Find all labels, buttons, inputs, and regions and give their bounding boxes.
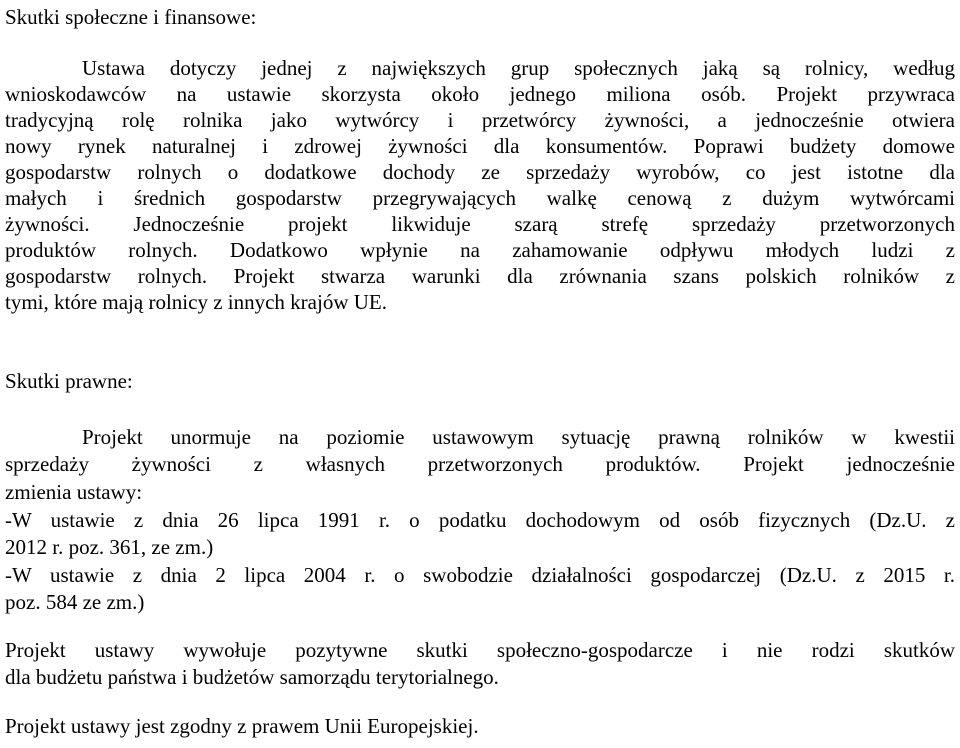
amendment-line: -W ustawie z dnia 26 lipca 1991 r. o podatku dochodowym od osób fizycznych (Dz.U. z: [5, 508, 955, 532]
paragraph-line: gospodarstw rolnych. Projekt stwarza warunki dla zrównania szans polskich rolników z: [5, 264, 955, 288]
paragraph-line: sprzedaży żywności z własnych przetworzonych produktów. Projekt jednocześnie: [5, 452, 955, 476]
paragraph-line: wnioskodawców na ustawie skorzysta około jednego miliona osób. Projekt przywraca: [5, 82, 955, 106]
amendment-line: -W ustawie z dnia 2 lipca 2004 r. o swobodzie działalności gospodarczej (Dz.U. z 2015 r.: [5, 563, 955, 587]
paragraph-line: tradycyjną rolę rolnika jako wytwórcy i przetwórcy żywności, a jednocześnie otwiera: [5, 108, 955, 132]
paragraph-line: Projekt ustawy wywołuje pozytywne skutki społeczno-gospodarcze i nie rodzi skutków: [5, 638, 955, 662]
paragraph-line: dla budżetu państwa i budżetów samorządu terytorialnego.: [5, 665, 499, 689]
paragraph-line: Projekt unormuje na poziomie ustawowym sytuację prawną rolników w kwestii: [82, 425, 955, 449]
paragraph-line: małych i średnich gospodarstw przegrywających walkę cenową z dużym wytwórcami: [5, 186, 955, 210]
paragraph-line: produktów rolnych. Dodatkowo wpłynie na zahamowanie odpływu młodych ludzi z: [5, 238, 955, 262]
amendment-line: poz. 584 ze zm.): [5, 590, 145, 614]
paragraph-line: nowy rynek naturalnej i zdrowej żywności dla konsumentów. Poprawi budżety domowe: [5, 134, 955, 158]
paragraph-line: Ustawa dotyczy jednej z największych grup społecznych jaką są rolnicy, według: [82, 56, 955, 80]
paragraph-line: zmienia ustawy:: [5, 480, 143, 504]
paragraph-line: gospodarstw rolnych o dodatkowe dochody ze sprzedaży wyrobów, co jest istotne dla: [5, 160, 955, 184]
amendment-line: 2012 r. poz. 361, ze zm.): [5, 535, 214, 559]
heading-legal: Skutki prawne:: [5, 369, 133, 393]
paragraph-line: tymi, które mają rolnicy z innych krajów UE.: [5, 290, 387, 314]
paragraph-line: żywności. Jednocześnie projekt likwiduje szarą strefę sprzedaży przetworzonych: [5, 212, 955, 236]
heading-social-financial: Skutki społeczne i finansowe:: [5, 5, 257, 29]
eu-compliance-line: Projekt ustawy jest zgodny z prawem Unii Europejskiej.: [5, 714, 479, 738]
